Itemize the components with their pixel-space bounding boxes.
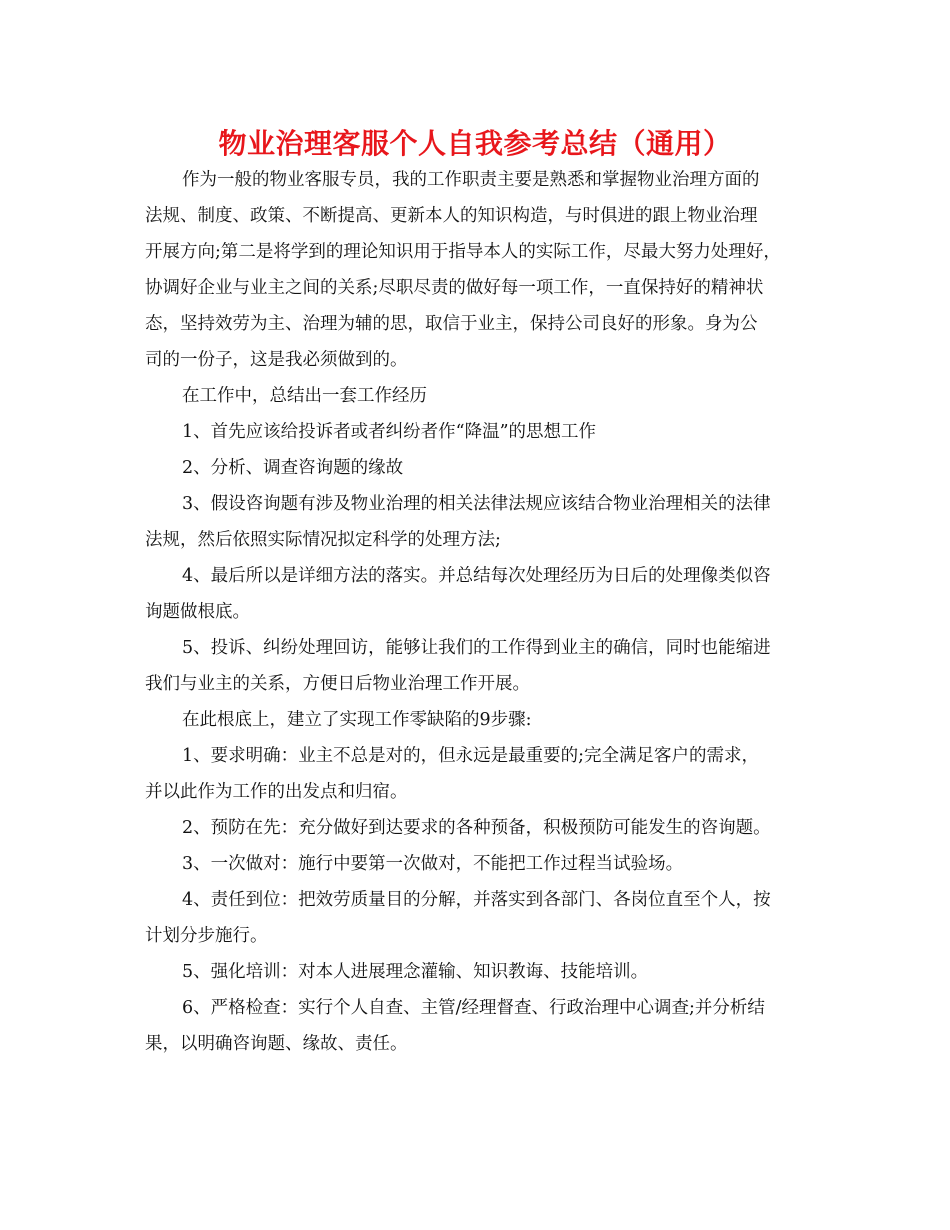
list-item: 6、严格检查：实行个人自查、主管/经理督查、行政治理中心调查;并分析结 [182,998,765,1018]
paragraph-line: 我们与业主的关系，方便日后物业治理工作开展。 [145,674,530,694]
list-item: 2、分析、调查咨询题的缘故 [182,458,404,478]
list-item: 4、最后所以是详细方法的落实。并总结每次处理经历为日后的处理像类似咨 [182,566,771,586]
list-item: 3、一次做对：施行中要第一次做对，不能把工作过程当试验场。 [182,854,684,874]
paragraph-line: 果，以明确咨询题、缘故、责任。 [145,1034,408,1054]
list-item: 1、要求明确：业主不总是对的，但永远是最重要的;完全满足客户的需求， [182,746,760,766]
paragraph-line: 在此根底上，建立了实现工作零缺陷的9步骤: [182,710,532,730]
list-item: 2、预防在先：充分做好到达要求的各种预备，积极预防可能发生的咨询题。 [182,818,771,838]
paragraph-line: 作为一般的物业客服专员，我的工作职责主要是熟悉和掌握物业治理方面的 [182,170,760,190]
list-item: 4、责任到位：把效劳质量目的分解，并落实到各部门、各岗位直至个人，按 [182,890,771,910]
paragraph-line: 开展方向;第二是将学到的理论知识用于指导本人的实际工作，尽最大努力处理好， [145,242,781,262]
list-item: 1、首先应该给投诉者或者纠纷者作“降温”的思想工作 [182,422,597,442]
paragraph-line: 态，坚持效劳为主、治理为辅的思，取信于业主，保持公司良好的形象。身为公 [145,314,758,334]
list-item: 5、强化培训：对本人进展理念灌输、知识教诲、技能培训。 [182,962,649,982]
paragraph-line: 在工作中，总结出一套工作经历 [182,386,427,406]
paragraph-line: 司的一份子，这是我必须做到的。 [145,350,408,370]
paragraph-line: 询题做根底。 [145,602,250,622]
document-title: 物业治理客服个人自我参考总结（通用） [218,127,732,160]
paragraph-line: 法规，然后依照实际情况拟定科学的处理方法; [145,530,501,550]
paragraph-line: 法规、制度、政策、不断提高、更新本人的知识构造，与时俱进的跟上物业治理 [145,206,758,226]
list-item: 5、投诉、纠纷处理回访，能够让我们的工作得到业主的确信，同时也能缩进 [182,638,771,658]
list-item: 3、假设咨询题有涉及物业治理的相关法律法规应该结合物业治理相关的法律 [182,494,771,514]
paragraph-line: 协调好企业与业主之间的关系;尽职尽责的做好每一项工作，一直保持好的精神状 [145,278,764,298]
paragraph-line: 计划分步施行。 [145,926,268,946]
paragraph-line: 并以此作为工作的出发点和归宿。 [145,782,408,802]
